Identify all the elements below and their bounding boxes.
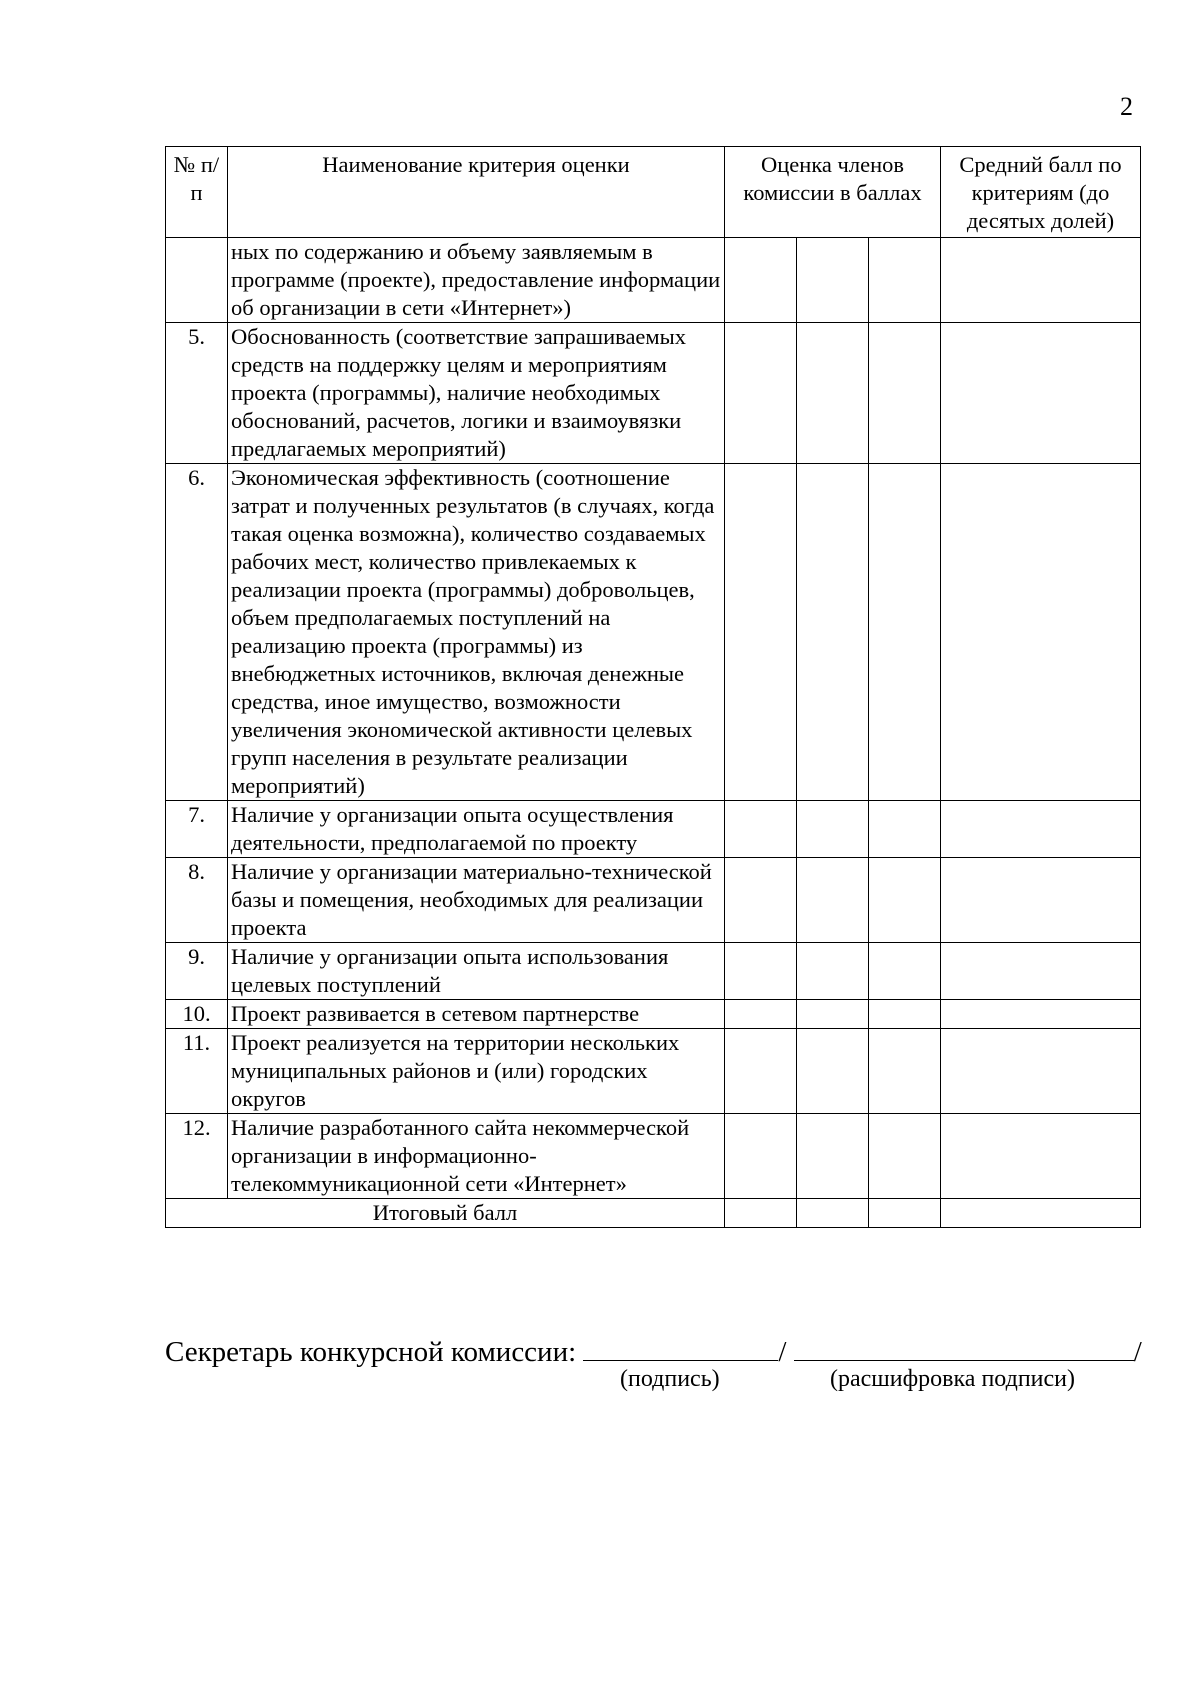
- score-member-2-cell: [797, 858, 869, 943]
- row-number: 11.: [166, 1029, 228, 1114]
- score-member-1-cell: [725, 1000, 797, 1029]
- score-member-2-cell: [797, 464, 869, 801]
- criterion-name: Наличие у организации опыта использования целевых поступлений: [228, 943, 725, 1000]
- table-row: [166, 1000, 1141, 1029]
- score-member-3-cell: [869, 323, 941, 464]
- signature-separator-2: /: [1133, 1336, 1142, 1368]
- signature-blank: [583, 1332, 778, 1361]
- signature-separator-1: /: [778, 1336, 787, 1368]
- total-score-member-2-cell: [797, 1199, 869, 1228]
- signature-line: [165, 1332, 1142, 1369]
- average-score-cell: [941, 801, 1141, 858]
- score-member-1-cell: [725, 464, 797, 801]
- score-member-3-cell: [869, 943, 941, 1000]
- criterion-name: Проект реализуется на территории нескольких муниципальных районов и (или) городских округов: [228, 1029, 725, 1114]
- header-members-score: Оценка членов комиссии в баллах: [725, 147, 941, 238]
- table-row: [166, 1029, 1141, 1114]
- row-number: 5.: [166, 323, 228, 464]
- score-member-3-cell: [869, 801, 941, 858]
- score-member-3-cell: [869, 1029, 941, 1114]
- signature-label: Секретарь конкурсной комиссии:: [165, 1336, 577, 1368]
- average-score-cell: [941, 1029, 1141, 1114]
- score-member-1-cell: [725, 801, 797, 858]
- page-number: 2: [1120, 92, 1133, 121]
- signature-decoding-blank: [794, 1332, 1134, 1361]
- average-score-cell: [941, 1000, 1141, 1029]
- total-label: Итоговый балл: [166, 1199, 725, 1228]
- table-row: [166, 943, 1141, 1000]
- row-number: [166, 238, 228, 323]
- criterion-name: Проект развивается в сетевом партнерстве: [228, 1000, 725, 1029]
- table-row: [166, 1114, 1141, 1199]
- table-row: [166, 238, 1141, 323]
- score-member-2-cell: [797, 1000, 869, 1029]
- average-score-cell: [941, 943, 1141, 1000]
- table-row: [166, 801, 1141, 858]
- score-member-3-cell: [869, 1000, 941, 1029]
- total-average-cell: [941, 1199, 1141, 1228]
- score-member-3-cell: [869, 238, 941, 323]
- score-member-3-cell: [869, 858, 941, 943]
- score-member-1-cell: [725, 323, 797, 464]
- row-number: 8.: [166, 858, 228, 943]
- score-member-2-cell: [797, 801, 869, 858]
- criterion-name: Наличие у организации опыта осуществления деятельности, предполагаемой по проекту: [228, 801, 725, 858]
- average-score-cell: [941, 323, 1141, 464]
- criterion-name: ных по содержанию и объему заявляемым в программе (проекте), предоставление информации об организации в сети «Интернет»): [228, 238, 725, 323]
- header-criterion-name: Наименование критерия оценки: [228, 147, 725, 238]
- score-member-1-cell: [725, 1029, 797, 1114]
- total-score-member-3-cell: [869, 1199, 941, 1228]
- score-member-2-cell: [797, 238, 869, 323]
- criteria-table: [165, 146, 1141, 1228]
- table-row: [166, 858, 1141, 943]
- table-row: [166, 323, 1141, 464]
- score-member-1-cell: [725, 943, 797, 1000]
- score-member-1-cell: [725, 238, 797, 323]
- row-number: 12.: [166, 1114, 228, 1199]
- average-score-cell: [941, 464, 1141, 801]
- header-num: № п/п: [166, 147, 228, 238]
- score-member-1-cell: [725, 1114, 797, 1199]
- row-number: 7.: [166, 801, 228, 858]
- criterion-name: Наличие у организации материально-технической базы и помещения, необходимых для реализации проекта: [228, 858, 725, 943]
- header-average-score: Средний балл по критериям (до десятых долей): [941, 147, 1141, 238]
- criterion-name: Обоснованность (соответствие запрашиваемых средств на поддержку целям и мероприятиям проекта (программы), наличие необходимых обоснований, расчетов, логики и взаимоувязки предлагаемых мероприятий): [228, 323, 725, 464]
- score-member-2-cell: [797, 1029, 869, 1114]
- row-number: 6.: [166, 464, 228, 801]
- criterion-name: Наличие разработанного сайта некоммерческой организации в информационно-телекоммуникационной сети «Интернет»: [228, 1114, 725, 1199]
- score-member-2-cell: [797, 1114, 869, 1199]
- table-row: [166, 464, 1141, 801]
- score-member-3-cell: [869, 464, 941, 801]
- signature-decoding-caption: (расшифровка подписи): [830, 1366, 1075, 1392]
- signature-caption: (подпись): [620, 1366, 720, 1392]
- row-number: 9.: [166, 943, 228, 1000]
- score-member-2-cell: [797, 943, 869, 1000]
- average-score-cell: [941, 1114, 1141, 1199]
- table-header-row: [166, 147, 1141, 238]
- criterion-name: Экономическая эффективность (соотношение затрат и полученных результатов (в случаях, когда такая оценка возможна), количество создаваемых рабочих мест, количество привлекаемых к реализации проекта (программы) добровольцев, объем предполагаемых поступлений на реализацию проекта (программы) из внебюджетных источников, включая денежные средства, иное имущество, возможности увеличения экономической активности целевых групп населения в результате реализации мероприятий): [228, 464, 725, 801]
- score-member-2-cell: [797, 323, 869, 464]
- score-member-3-cell: [869, 1114, 941, 1199]
- total-row: [166, 1199, 1141, 1228]
- score-member-1-cell: [725, 858, 797, 943]
- total-score-member-1-cell: [725, 1199, 797, 1228]
- average-score-cell: [941, 858, 1141, 943]
- average-score-cell: [941, 238, 1141, 323]
- row-number: 10.: [166, 1000, 228, 1029]
- table-body: [166, 238, 1141, 1228]
